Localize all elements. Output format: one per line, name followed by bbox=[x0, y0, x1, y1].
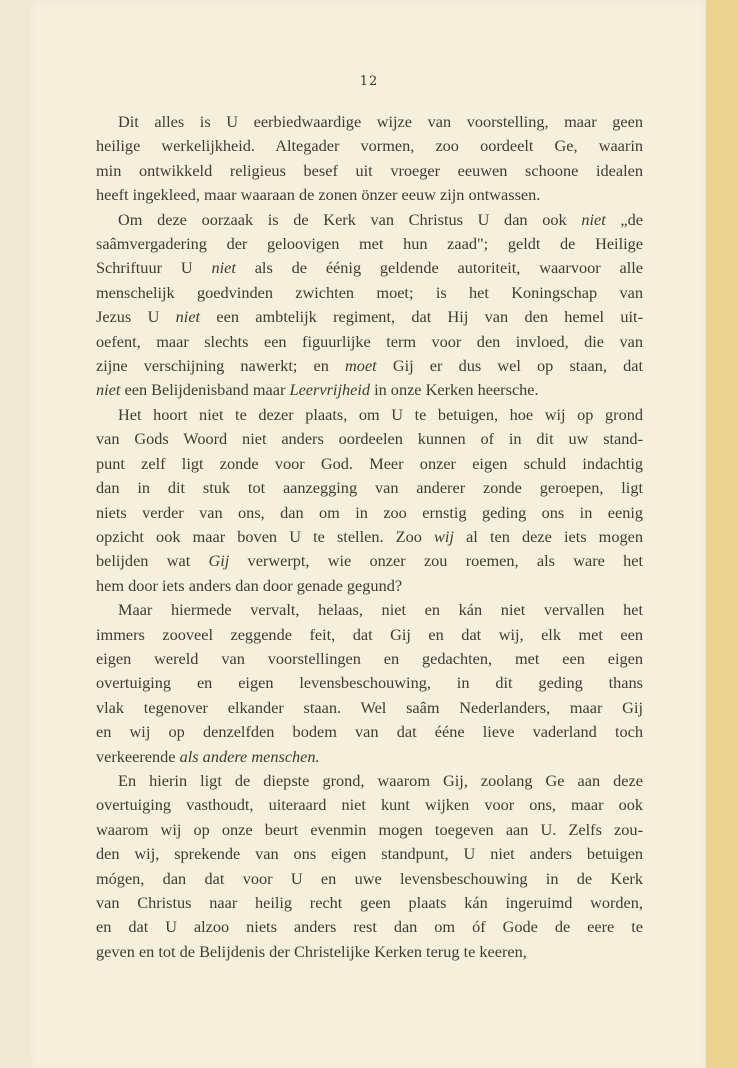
text-line bbox=[96, 891, 643, 915]
text-run: heeft ingekleed, maar waaraan de zonen önzer eeuw zijn ontwassen. bbox=[96, 185, 541, 205]
text-run: overtuiging en eigen levensbeschouwing, in dit geding thans bbox=[96, 673, 643, 693]
text-run: Schriftuur U bbox=[96, 258, 212, 278]
text-line bbox=[96, 403, 643, 427]
text-line bbox=[96, 769, 643, 793]
text-run: Dit alles is U eerbiedwaardige wijze van voorstelling, maar geen bbox=[118, 112, 643, 131]
text-line bbox=[96, 623, 643, 647]
text-line bbox=[96, 671, 643, 695]
italic-text: Leervrijheid bbox=[289, 380, 370, 400]
paragraph bbox=[96, 598, 643, 769]
text-run: eigen wereld van voorstellingen en gedachten, met een eigen bbox=[96, 648, 643, 668]
text-line bbox=[96, 208, 643, 232]
text-run: Jezus U bbox=[96, 307, 176, 327]
text-line bbox=[96, 256, 643, 280]
text-line bbox=[96, 110, 643, 134]
text-line bbox=[96, 378, 643, 402]
text-run: „de bbox=[605, 209, 643, 229]
text-run: in onze Kerken heersche. bbox=[370, 380, 539, 400]
text-run: een Belijdenisband maar bbox=[120, 380, 290, 400]
text-line bbox=[96, 159, 643, 183]
text-run: vlak tegenover elkander staan. Wel saâm Nederlanders, maar Gij bbox=[96, 697, 643, 717]
text-line bbox=[96, 745, 643, 769]
italic-text: Gij bbox=[208, 551, 230, 571]
text-run: Gij er dus wel op staan, dat bbox=[376, 356, 644, 376]
text-line bbox=[96, 501, 643, 525]
text-run: den wij, sprekende van ons eigen standpunt, U niet anders betuigen bbox=[96, 844, 643, 864]
text-line bbox=[96, 281, 643, 305]
text-run: geven en tot de Belijdenis der Christelijke Kerken terug te keeren, bbox=[96, 941, 527, 961]
paragraph bbox=[96, 769, 643, 964]
text-run: en dat U alzoo niets anders rest dan om óf Gode de eere te bbox=[96, 917, 643, 937]
text-line bbox=[96, 574, 643, 598]
text-run: belijden wat bbox=[96, 551, 209, 571]
text-run: verwerpt, wie onzer zou roemen, als ware het bbox=[229, 551, 643, 571]
text-line bbox=[96, 354, 643, 378]
text-line bbox=[96, 183, 643, 207]
italic-text: moet bbox=[345, 356, 377, 376]
text-run: Om deze oorzaak is de Kerk van Christus U dan ook bbox=[118, 209, 582, 229]
text-run: Maar hiermede vervalt, helaas, niet en kán niet vervallen het bbox=[118, 600, 643, 620]
text-run: hem door iets anders dan door genade gegund? bbox=[96, 575, 403, 595]
paragraph bbox=[96, 403, 643, 598]
text-run: punt zelf ligt zonde voor God. Meer onzer eigen schuld indachtig bbox=[96, 453, 643, 473]
text-run: oefent, maar slechts een figuurlijke term voor den invloed, die van bbox=[96, 331, 643, 351]
text-line bbox=[96, 867, 643, 891]
text-run: menschelijk goedvinden zwichten moet; is het Koningschap van bbox=[96, 282, 643, 302]
paragraph bbox=[96, 110, 643, 208]
text-line bbox=[96, 232, 643, 256]
text-line bbox=[96, 647, 643, 671]
text-run: van Christus naar heilig recht geen plaats kán ingeruimd worden, bbox=[96, 893, 643, 912]
italic-text: niet bbox=[96, 380, 121, 400]
paragraph bbox=[96, 208, 643, 403]
text-run: en wij op denzelfden bodem van dat ééne lieve vaderland toch bbox=[96, 722, 643, 742]
text-line bbox=[96, 330, 643, 354]
italic-text: als andere menschen. bbox=[179, 746, 320, 766]
text-run: waarom wij op onze beurt evenmin mogen toegeven aan U. Zelfs zou- bbox=[96, 819, 643, 839]
page-number: 12 bbox=[359, 74, 379, 89]
text-run: Het hoort niet te dezer plaats, om U te betuigen, hoe wij op grond bbox=[118, 404, 643, 424]
text-run: als de éénig geldende autoriteit, waarvoor alle bbox=[235, 258, 643, 278]
text-run: immers zooveel zeggende feit, dat Gij en dat wij, elk met een bbox=[96, 624, 643, 644]
text-run: mógen, dan dat voor U en uwe levensbeschouwing in de Kerk bbox=[96, 868, 643, 888]
italic-text: niet bbox=[175, 307, 201, 327]
text-line bbox=[96, 305, 643, 329]
text-line bbox=[96, 427, 643, 451]
text-run: zijne verschijning nawerkt; en bbox=[96, 356, 346, 376]
text-line bbox=[96, 134, 643, 158]
text-run: heilige werkelijkheid. Altegader vormen, zoo oordeelt Ge, waarin bbox=[96, 136, 643, 156]
italic-text: wij bbox=[434, 526, 454, 546]
text-line bbox=[96, 598, 643, 622]
page-edge-right bbox=[706, 0, 738, 1068]
text-line bbox=[96, 549, 643, 573]
page-margin-left bbox=[0, 0, 30, 1068]
text-run: min ontwikkeld religieus besef uit vroeger eeuwen schoone idealen bbox=[96, 160, 643, 180]
text-line bbox=[96, 452, 643, 476]
text-line bbox=[96, 525, 643, 549]
italic-text: niet bbox=[211, 258, 236, 278]
text-run: van Gods Woord niet anders oordeelen kunnen of in dit uw stand- bbox=[96, 429, 643, 449]
text-line bbox=[96, 842, 643, 866]
text-line bbox=[96, 696, 643, 720]
text-run: dan in dit stuk tot aanzegging van anderer zonde geroepen, ligt bbox=[96, 478, 643, 498]
text-run: overtuiging vasthoudt, uiteraard niet kunt wijken voor ons, maar ook bbox=[96, 795, 643, 815]
text-run: opzicht ook maar boven U te stellen. Zoo bbox=[96, 526, 435, 546]
text-line bbox=[96, 476, 643, 500]
text-run: verkeerende bbox=[96, 746, 180, 766]
italic-text: niet bbox=[581, 209, 606, 229]
text-line bbox=[96, 720, 643, 744]
text-line bbox=[96, 793, 643, 817]
text-run: niets verder van ons, dan om in zoo ernstig geding ons in eenig bbox=[96, 502, 643, 522]
text-run: een ambtelijk regiment, dat Hij van den hemel uit- bbox=[200, 307, 643, 327]
text-line bbox=[96, 915, 643, 939]
text-line bbox=[96, 940, 643, 964]
text-run: saâmvergadering der geloovigen met hun zaad"; geldt de Heilige bbox=[96, 234, 643, 254]
text-line bbox=[96, 818, 643, 842]
text-run: En hierin ligt de diepste grond, waarom Gij, zoolang Ge aan deze bbox=[118, 770, 643, 790]
text-run: al ten deze iets mogen bbox=[453, 526, 643, 546]
body-text bbox=[96, 110, 643, 964]
